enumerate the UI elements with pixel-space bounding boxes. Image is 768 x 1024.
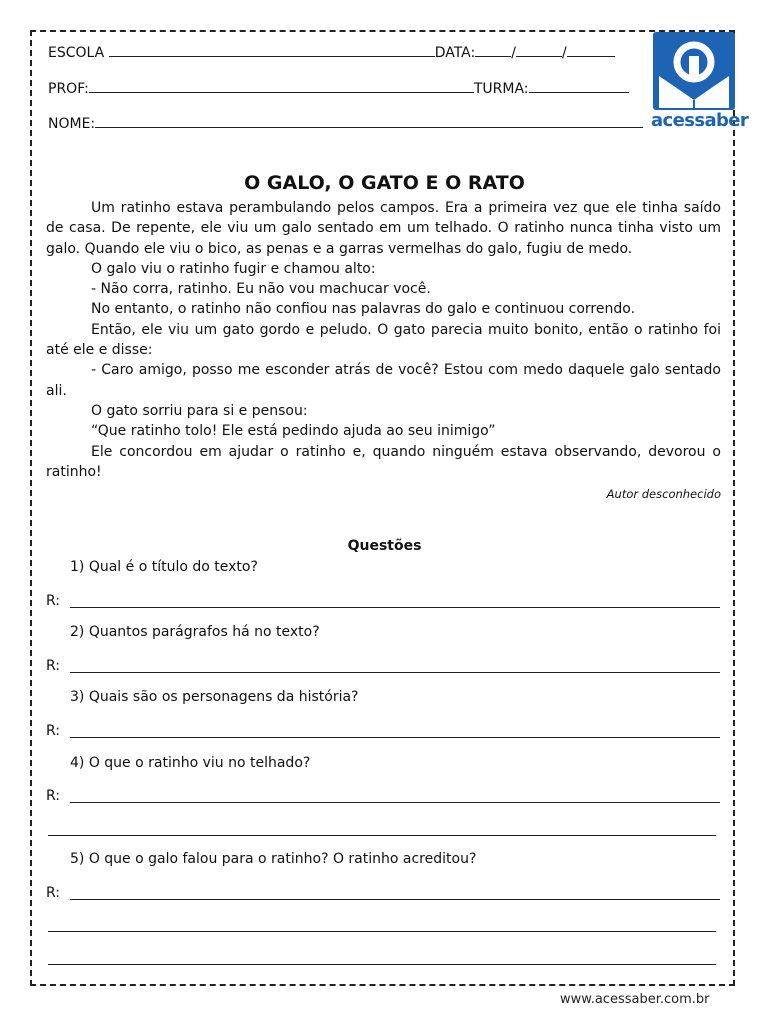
turma-line[interactable]: [529, 80, 629, 93]
story-paragraph: - Caro amigo, posso me esconder atrás de você? Estou com medo daquele galo sentado ali.: [46, 362, 721, 399]
question-1: 1) Qual é o título do texto?: [70, 559, 258, 575]
answer-label: R:: [46, 788, 61, 804]
escola-label: ESCOLA: [48, 45, 105, 61]
acessaber-logo: [651, 32, 749, 132]
answer-line[interactable]: [70, 606, 720, 608]
question-5: 5) O que o galo falou para o ratinho? O ratinho acreditou?: [70, 851, 477, 867]
answer-line[interactable]: [70, 898, 720, 900]
answer-label: R:: [46, 885, 61, 901]
question-4: 4) O que o ratinho viu no telhado?: [70, 755, 311, 771]
answer-label: R:: [46, 593, 61, 609]
story-paragraph: No entanto, o ratinho não confiou nas palavras do galo e continuou correndo.: [91, 301, 636, 318]
prof-row: [48, 80, 629, 98]
nome-label: NOME:: [48, 116, 96, 132]
story-title: O GALO, O GATO E O RATO: [244, 172, 525, 194]
nome-line[interactable]: [95, 115, 643, 128]
data-day-line[interactable]: [475, 44, 511, 57]
turma-label: TURMA:: [473, 81, 529, 97]
data-month-line[interactable]: [516, 44, 562, 57]
nome-row: [48, 115, 643, 133]
data-separator: /: [561, 45, 567, 61]
question-3: 3) Quais são os personagens da história?: [70, 689, 359, 705]
data-year-line[interactable]: [567, 44, 615, 57]
story-paragraph: “Que ratinho tolo! Ele está pedindo ajuda ao seu inimigo”: [91, 423, 496, 440]
worksheet: [30, 30, 749, 986]
story-text: [46, 198, 721, 502]
escola-row: [48, 44, 615, 62]
data-label: DATA:: [434, 45, 476, 61]
question-2: 2) Quantos parágrafos há no texto?: [70, 624, 320, 640]
answer-line[interactable]: [70, 736, 720, 738]
answer-line[interactable]: [48, 930, 716, 932]
story-author: Autor desconhecido: [606, 487, 721, 502]
answer-label: R:: [46, 723, 61, 739]
data-separator: /: [511, 45, 516, 61]
answer-line[interactable]: [70, 671, 720, 673]
story-paragraph: - Não corra, ratinho. Eu não vou machucar você.: [91, 281, 431, 298]
story-paragraph: O gato sorriu para si e pensou:: [91, 402, 308, 419]
escola-line[interactable]: [109, 44, 435, 57]
answer-label: R:: [46, 658, 61, 674]
story-paragraph: Ele concordou em ajudar o ratinho e, quando ninguém estava observando, devorou o ratinho!: [46, 443, 721, 480]
story-paragraph: Então, ele viu um gato gordo e peludo. O gato parecia muito bonito, então o ratinho foi até ele e disse:: [46, 321, 721, 359]
answer-line[interactable]: [70, 801, 720, 803]
answer-line[interactable]: [48, 963, 716, 965]
person-reading-icon: [653, 32, 735, 110]
questions-heading: Questões: [347, 538, 422, 554]
answer-line[interactable]: [48, 834, 716, 836]
website-url[interactable]: www.acessaber.com.br: [560, 992, 710, 1007]
logo-text: acessaber: [651, 110, 749, 131]
prof-line[interactable]: [89, 80, 474, 93]
story-paragraph: Um ratinho estava perambulando pelos campos. Era a primeira vez que ele tinha saído de casa. De repente, ele viu um galo sentado em um telhado. O ratinho nunca tinha visto um galo. Quando ele viu o bico, as penas e a garras vermelhas do galo, fugiu de medo.: [46, 200, 721, 257]
story-paragraph: O galo viu o ratinho fugir e chamou alto:: [91, 260, 376, 277]
prof-label: PROF:: [48, 81, 89, 97]
